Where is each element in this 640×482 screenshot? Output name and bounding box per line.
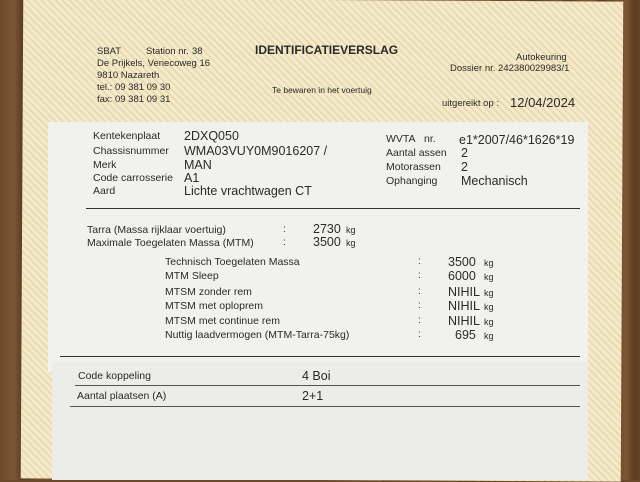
row-label: MTSM met oploprem	[165, 300, 264, 312]
divider-line	[60, 356, 580, 357]
seats-label: Aantal plaatsen (A)	[77, 390, 167, 402]
mtm-value: 3500	[313, 235, 341, 249]
coupling-value: 4 Boi	[302, 369, 331, 383]
wvta-nr-label: nr.	[424, 133, 436, 145]
mtm-label: Maximale Toegelaten Massa (MTM)	[87, 237, 254, 249]
row-value: NIHIL	[448, 299, 480, 313]
tare-label: Tarra (Massa rijklaar voertuig)	[87, 224, 226, 236]
seats-value: 2+1	[302, 389, 324, 403]
address-line-2: 9810 Nazareth	[97, 70, 160, 81]
body-code-value: A1	[184, 171, 200, 185]
issued-label: uitgereikt op :	[442, 98, 500, 109]
chassis-value: WMA03VUY0M9016207 /	[184, 144, 328, 158]
tare-value: 2730	[313, 222, 341, 236]
colon: :	[283, 237, 286, 248]
row-label: Technisch Toegelaten Massa	[165, 256, 300, 268]
address-line-1: De Prijkels, Venecoweg 16	[97, 58, 211, 69]
divider-line	[75, 385, 580, 386]
row-value: 3500	[448, 255, 476, 269]
chassis-label: Chassisnummer	[93, 145, 169, 157]
wvta-value: e1*2007/46*1626*19	[459, 133, 575, 147]
row-unit: kg	[484, 288, 494, 298]
row-unit: kg	[484, 272, 494, 282]
row-unit: kg	[484, 317, 494, 327]
colon: :	[418, 256, 421, 267]
mtm-unit: kg	[346, 238, 356, 248]
body-code-label: Code carrosserie	[93, 172, 173, 184]
tare-unit: kg	[346, 225, 356, 235]
plate-label: Kentekenplaat	[93, 130, 161, 142]
colon: :	[418, 286, 421, 297]
axles-label: Aantal assen	[386, 147, 447, 159]
row-label: MTM Sleep	[165, 270, 219, 282]
station-nr-label: Station nr.	[146, 46, 189, 57]
wvta-label: WVTA	[386, 133, 416, 145]
colon: :	[283, 224, 286, 235]
motor-axles-label: Motorassen	[386, 161, 441, 173]
document-subtitle: Te bewaren in het voertuig	[272, 85, 372, 95]
colon: :	[418, 315, 421, 326]
suspension-label: Ophanging	[386, 175, 438, 187]
row-value: 695	[455, 328, 476, 342]
station-label: SBAT	[97, 46, 122, 57]
telephone: tel.: 09 381 09 30	[97, 82, 171, 93]
row-unit: kg	[484, 331, 494, 341]
coupling-label: Code koppeling	[78, 370, 151, 382]
colon: :	[418, 270, 421, 281]
colon: :	[418, 300, 421, 311]
row-label: Nuttig laadvermogen (MTM-Tarra-75kg)	[165, 329, 350, 341]
axles-value: 2	[461, 146, 468, 160]
divider-line	[86, 208, 580, 209]
plate-value: 2DXQ050	[184, 129, 239, 143]
station-nr: 38	[192, 46, 203, 57]
suspension-value: Mechanisch	[461, 174, 528, 188]
colon: :	[418, 329, 421, 340]
row-value: 6000	[448, 269, 476, 283]
row-label: MTSM zonder rem	[165, 286, 252, 298]
dossier-number: Dossier nr. 242380029983/1	[450, 63, 570, 74]
row-label: MTSM met continue rem	[165, 315, 280, 327]
divider-line	[70, 406, 580, 407]
inspection-type: Autokeuring	[516, 52, 567, 63]
row-unit: kg	[484, 302, 494, 312]
kind-label: Aard	[93, 185, 116, 197]
row-unit: kg	[484, 258, 494, 268]
fax: fax: 09 381 09 31	[97, 94, 171, 105]
motor-axles-value: 2	[461, 160, 468, 174]
make-value: MAN	[184, 158, 212, 172]
row-value: NIHIL	[448, 285, 480, 299]
document-title: IDENTIFICATIEVERSLAG	[255, 43, 399, 57]
issued-date: 12/04/2024	[510, 95, 576, 110]
make-label: Merk	[93, 159, 117, 171]
row-value: NIHIL	[448, 314, 480, 328]
kind-value: Lichte vrachtwagen CT	[184, 184, 312, 198]
